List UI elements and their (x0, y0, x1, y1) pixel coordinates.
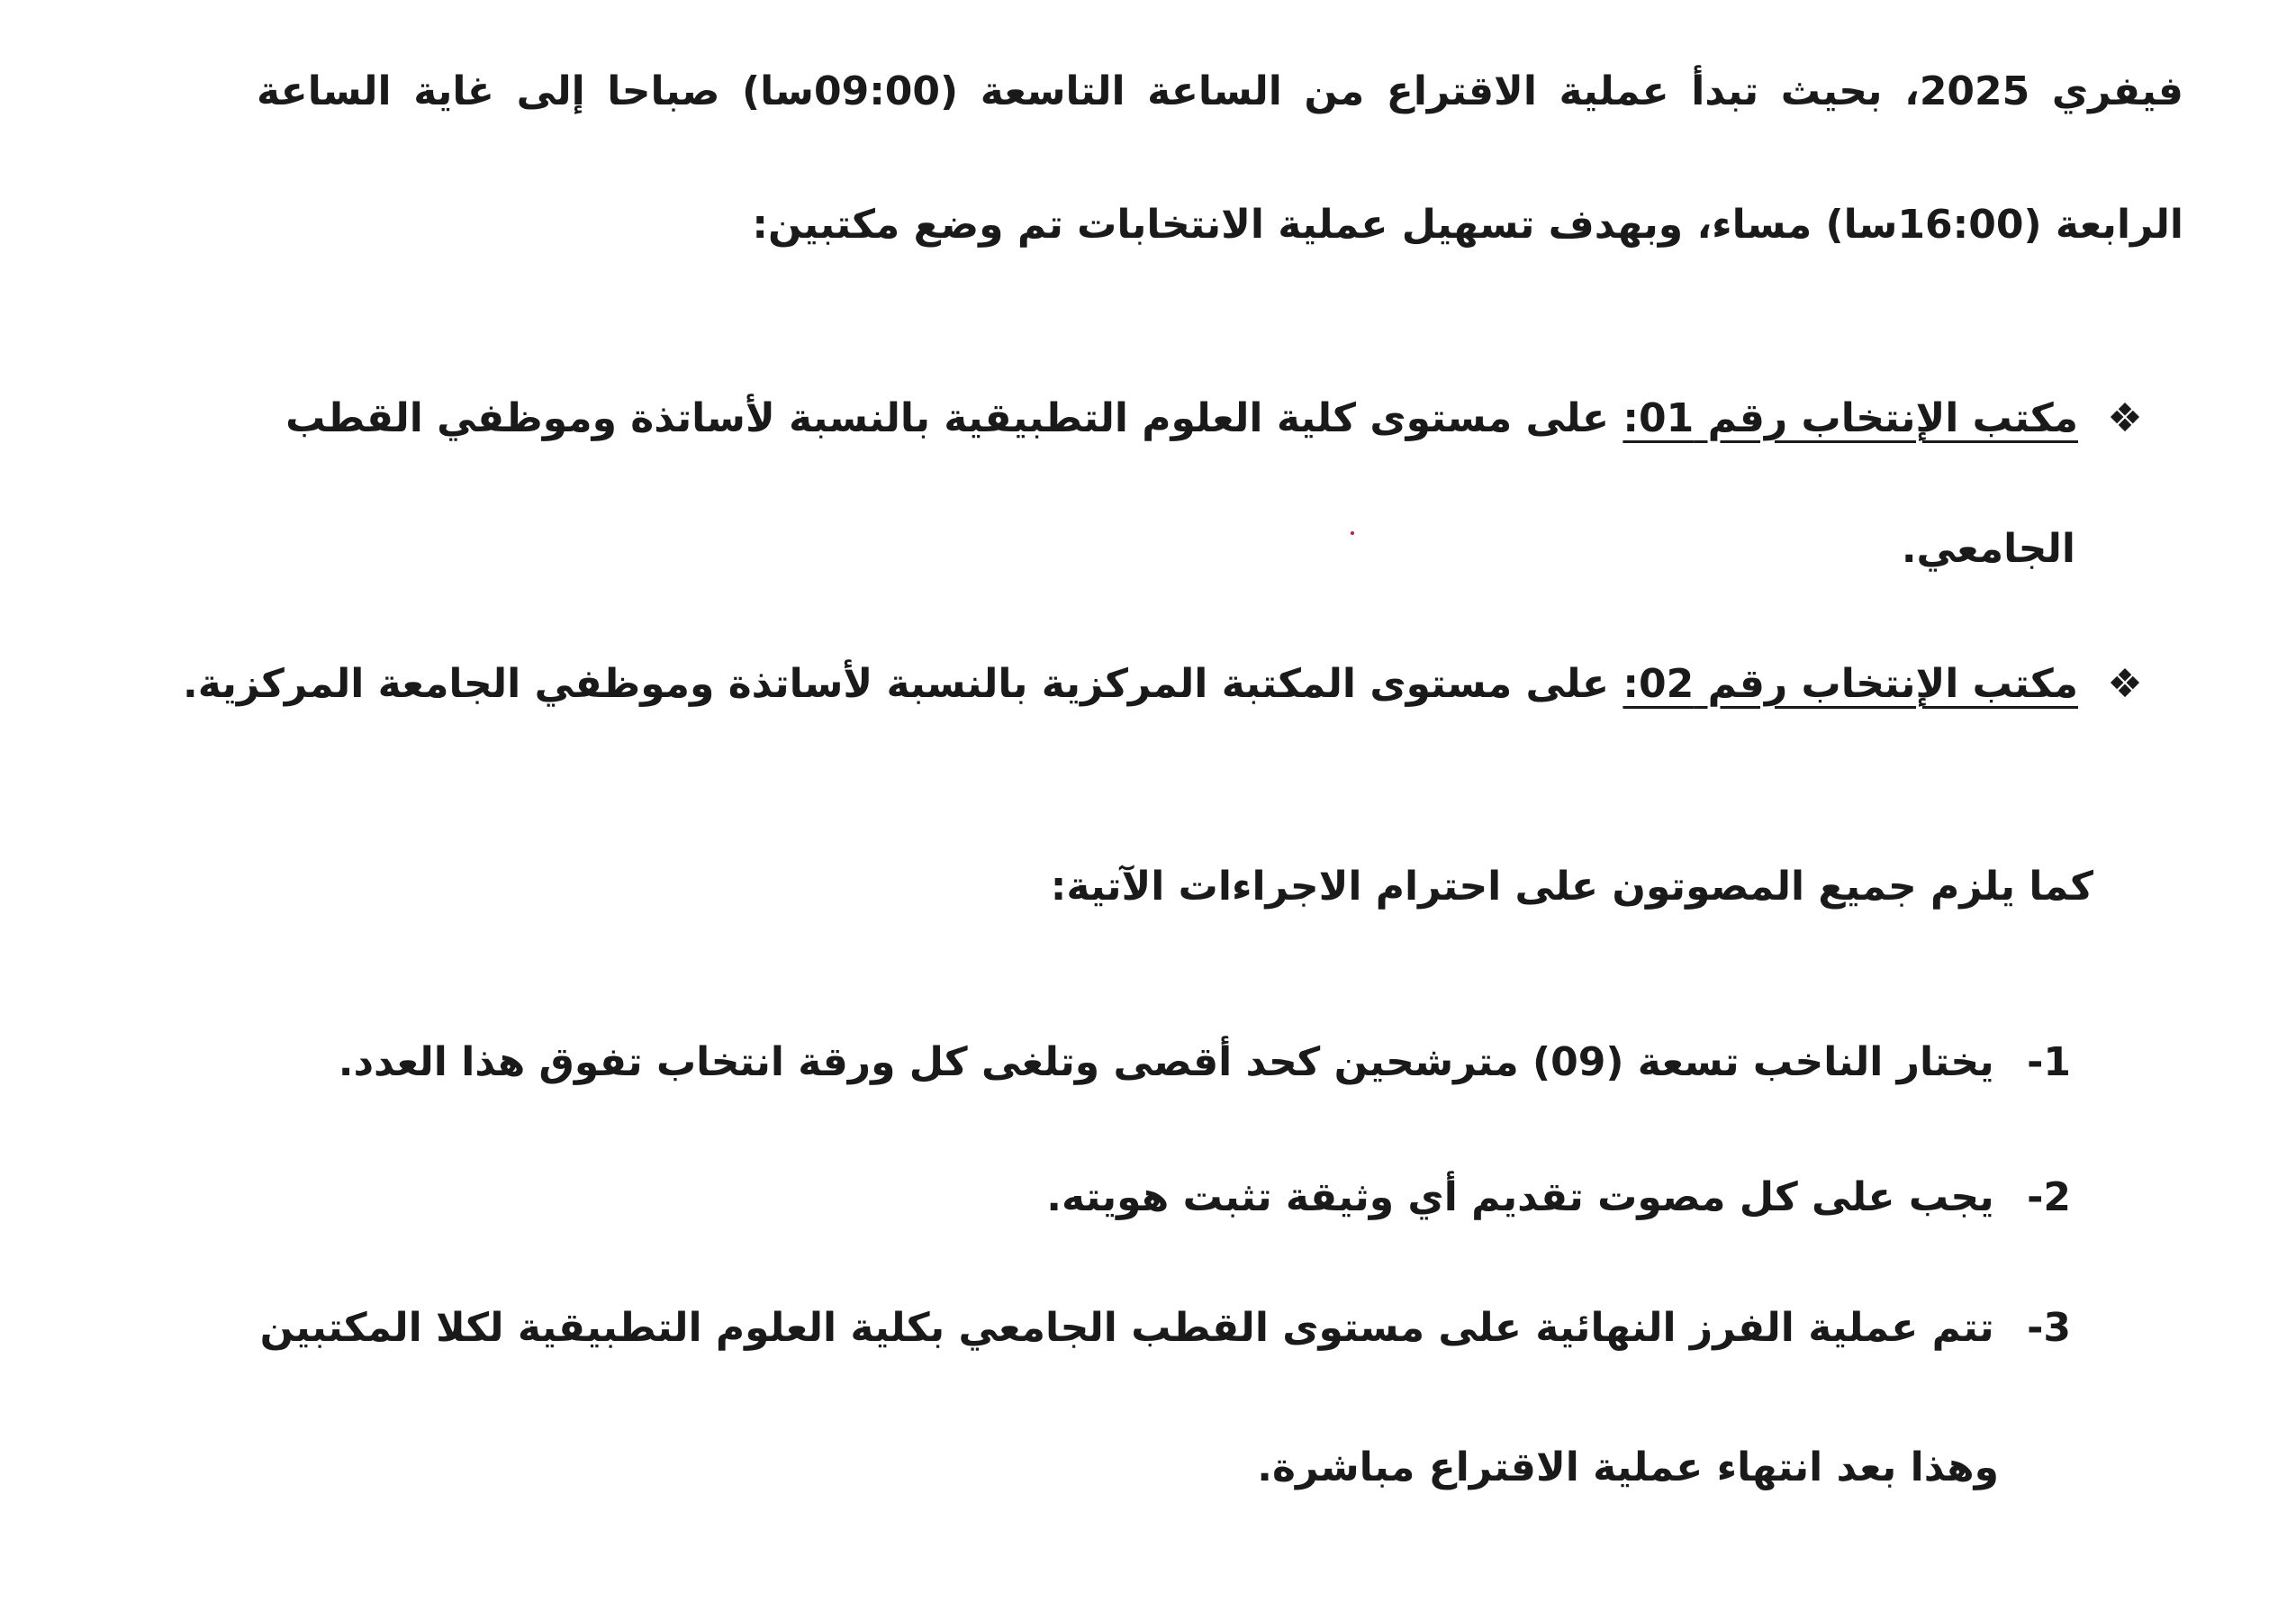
office-item-2 (183, 657, 2152, 711)
rule-number-1: 1- (2027, 1039, 2071, 1085)
intro-line-2: الرابعة (16:00سا) مساء، وبهدف تسهيل عملية الانتخابات تم وضع مكتبين: (752, 202, 2183, 248)
office-text-2: على مستوى المكتبة المركزية بالنسبة لأساتذة وموظفي الجامعة المركزية. (183, 661, 1610, 707)
ink-speck (1351, 531, 1354, 535)
rule-text-3: تتم عملية الفرز النهائية على مستوى القطب الجامعي بكلية العلوم التطبيقية لكلا المكتبين (259, 1305, 1994, 1351)
rule-text-1: يختار الناخب تسعة (09) مترشحين كحد أقصى وتلغى كل ورقة انتخاب تفوق هذا العدد. (338, 1039, 1994, 1085)
intro-line-1: فيفري 2025، بحيث تبدأ عملية الاقتراع من الساعة التاسعة (09:00سا) صباحا إلى غاية الساعة (257, 68, 2183, 114)
rule-item-2 (257, 1171, 2071, 1225)
office-item-1 (257, 392, 2152, 446)
rule-text-2: يجب على كل مصوت تقديم أي وثيقة تثبت هويته. (1046, 1174, 1994, 1220)
rule-number-2: 2- (2027, 1174, 2071, 1220)
diamond-bullet-icon: ❖ (2107, 661, 2143, 707)
rule-item-3 (257, 1301, 2071, 1355)
rule-number-3: 3- (2027, 1305, 2071, 1351)
rule-item-3-continuation: وهذا بعد انتهاء عملية الاقتراع مباشرة. (1257, 1444, 1999, 1490)
office-label-2: مكتب الإنتخاب رقم 02: (1623, 661, 2078, 707)
office-text-1: على مستوى كلية العلوم التطبيقية بالنسبة لأساتذة وموظفي القطب (285, 395, 1610, 441)
office-item-1-continuation: الجامعي. (1901, 526, 2075, 572)
rules-intro: كما يلزم جميع المصوتون على احترام الاجراءات الآتية: (1050, 864, 2093, 910)
rule-item-1 (338, 1036, 2071, 1090)
diamond-bullet-icon: ❖ (2107, 395, 2143, 441)
office-label-1: مكتب الإنتخاب رقم 01: (1623, 395, 2078, 441)
